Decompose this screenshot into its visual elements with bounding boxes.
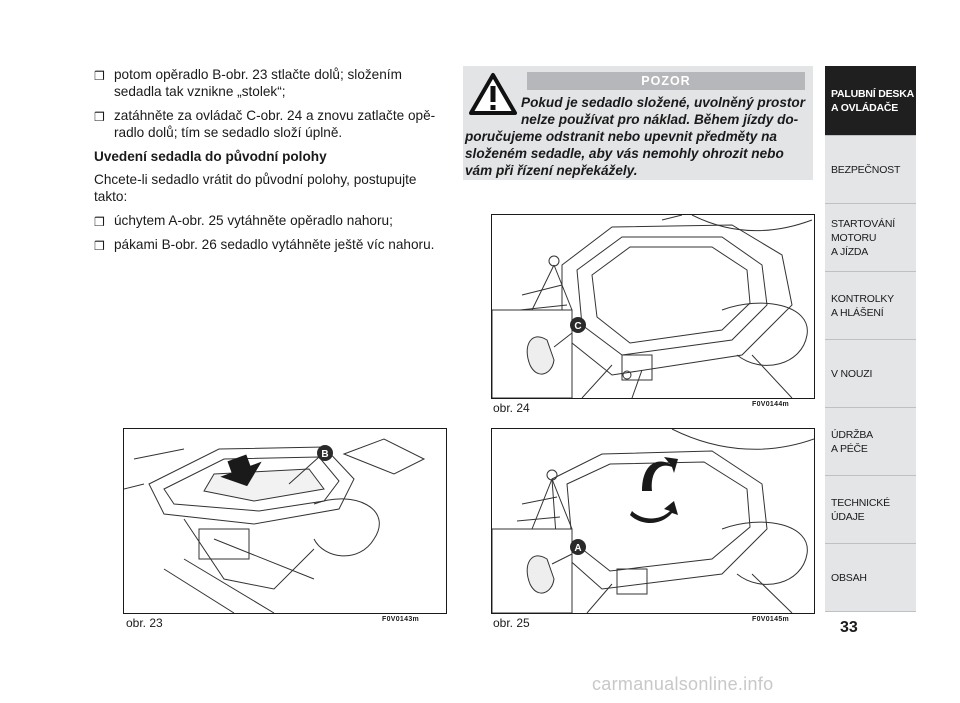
checkbox-bullet-icon: ❒ [94, 239, 105, 253]
tab-udrzba[interactable] [825, 408, 916, 476]
checkbox-bullet-icon: ❒ [94, 110, 105, 124]
watermark: carmanualsonline.info [592, 674, 774, 694]
page-number: 33 [840, 619, 858, 636]
figure-code: F0V0145m [752, 616, 790, 623]
text-column [94, 66, 446, 260]
tab-label: STARTOVÁNÍ MOTORU A JÍZDA [831, 217, 895, 258]
tab-startovani[interactable] [825, 204, 916, 272]
tab-palubni-deska[interactable] [825, 66, 916, 136]
list-item [94, 212, 446, 229]
tab-label: OBSAH [831, 571, 867, 584]
tab-label: PALUBNÍ DESKA A OVLÁDAČE [831, 87, 914, 114]
figure-24 [491, 214, 815, 399]
figure-caption: obr. 23 [126, 616, 163, 630]
figure-25 [491, 428, 815, 614]
paragraph: Chcete-li sedadlo vrátit do původní polohy, postupujte takto: [94, 172, 417, 204]
bullet-text: pákami B-obr. 26 sedadlo vytáhněte ještě víc nahoru. [114, 237, 435, 252]
tab-label: TECHNICKÉ ÚDAJE [831, 496, 890, 523]
figure-code: F0V0143m [382, 616, 420, 623]
label-a: A [574, 543, 582, 554]
figure-23 [123, 428, 447, 614]
list-item [94, 107, 446, 141]
list-item [94, 236, 446, 253]
tab-kontrolky[interactable] [825, 272, 916, 340]
tab-label: ÚDRŽBA A PÉČE [831, 428, 873, 455]
seat-illustration [492, 429, 814, 613]
tab-obsah[interactable] [825, 544, 916, 612]
section-heading: Uvedení sedadla do původní polohy [94, 149, 327, 164]
checkbox-bullet-icon: ❒ [94, 69, 105, 83]
checkbox-bullet-icon: ❒ [94, 215, 105, 229]
warning-box [463, 66, 813, 180]
warning-text [465, 94, 809, 179]
figure-caption: obr. 25 [493, 616, 530, 630]
tab-label: V NOUZI [831, 367, 873, 380]
bullet-text: zatáhněte za ovládač C-obr. 24 a znovu zatlačte opěradlo dolů; tím se sedadlo složí úplně. [114, 108, 436, 140]
seat-illustration [124, 429, 446, 613]
list-item [94, 66, 446, 100]
bullet-text: potom opěradlo B-obr. 23 stlačte dolů; složením sedadla tak vznikne „stolek“; [114, 67, 402, 99]
figure-caption: obr. 24 [493, 401, 530, 415]
tab-label: KONTROLKY A HLÁŠENÍ [831, 292, 894, 319]
label-c: C [574, 321, 582, 332]
warning-text-rest: poručujeme odstranit nebo upevnit předměty na složeném sedadle, aby vás nemohly ohrozit nebo vám při řízení nepřekážely. [465, 129, 784, 178]
warning-title: POZOR [527, 72, 805, 90]
warning-text-indented: Pokud je sedadlo složené, uvolněný prostor nelze používat pro náklad. Během jízdy do- [521, 95, 806, 127]
tab-v-nouzi[interactable] [825, 340, 916, 408]
bullet-text: úchytem A-obr. 25 vytáhněte opěradlo nahoru; [114, 213, 393, 228]
figure-code: F0V0144m [752, 401, 790, 408]
seat-illustration [492, 215, 814, 398]
tab-bezpecnost[interactable] [825, 136, 916, 204]
label-b: B [321, 449, 329, 460]
tab-label: BEZPEČNOST [831, 163, 901, 176]
tab-technicke-udaje[interactable] [825, 476, 916, 544]
